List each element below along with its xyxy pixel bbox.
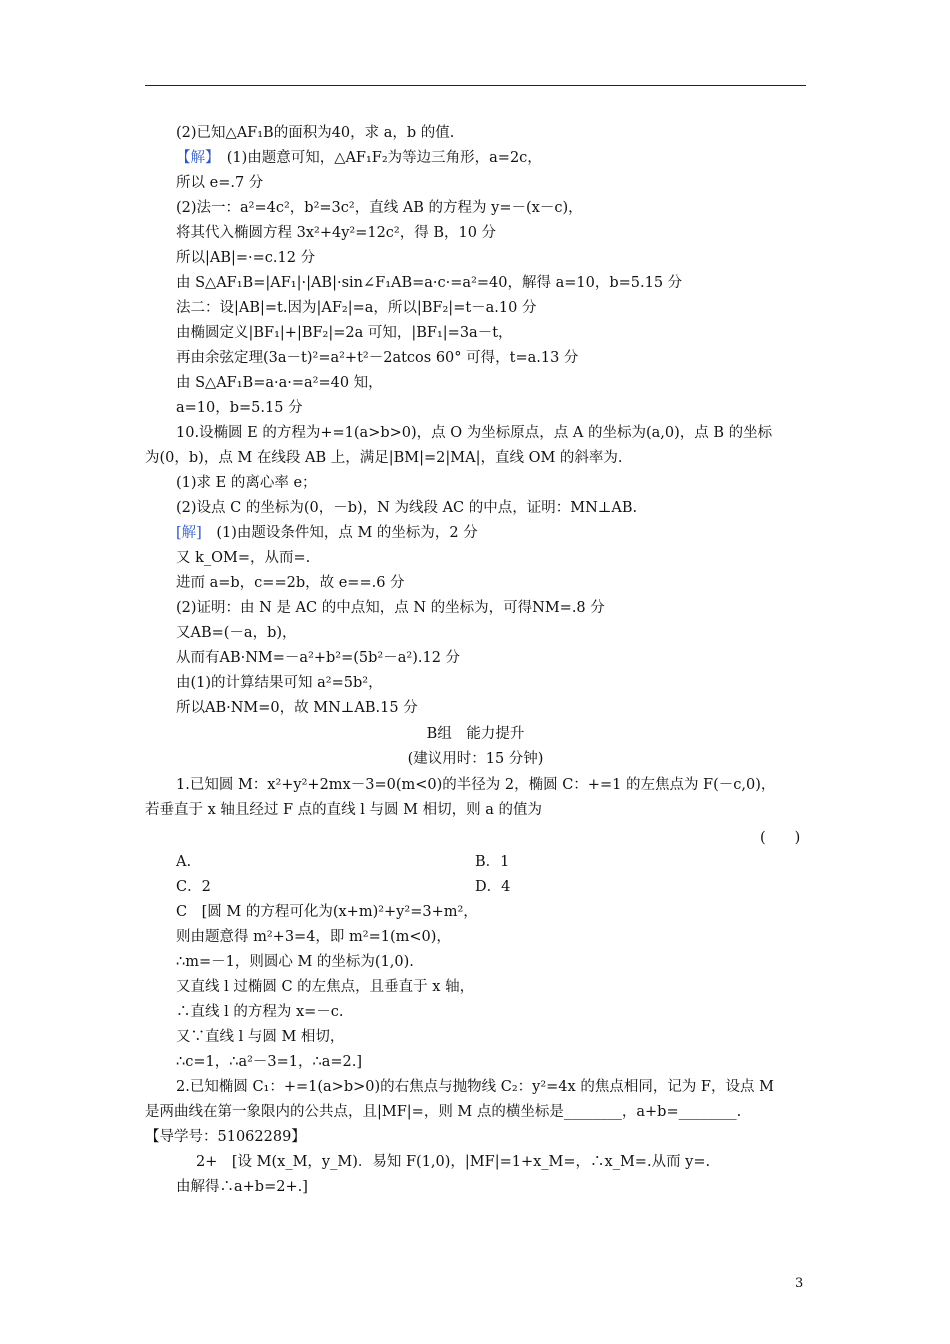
solution-line xyxy=(176,523,478,543)
solution-line: (2)法一：a²=4c²，b²=3c²，直线 AB 的方程为 y=－(x－c)， xyxy=(176,200,583,216)
solution-line: a=10，b=5.15 分 xyxy=(176,400,303,416)
solution-text: (1)由题设条件知，点 M 的坐标为，2 分 xyxy=(216,525,478,541)
section-title: B组 能力提升 xyxy=(426,726,525,742)
solution-line xyxy=(176,902,478,922)
guide-number: 【导学号：51062289】 xyxy=(145,1129,306,1145)
solution-line: ∴c=1，∴a²－3=1，∴a=2.] xyxy=(176,1054,363,1070)
problem-b2-text: 是两曲线在第一象限内的公共点，且|MF|=，则 M 点的横坐标是________，a+b=________. xyxy=(145,1104,742,1120)
solution-line: 从而有AB·NM=－a²+b²=(5b²－a²).12 分 xyxy=(176,650,461,666)
solution-line xyxy=(196,1152,710,1172)
answer-blank-paren: ( ) xyxy=(760,830,801,846)
problem-b1-text: 若垂直于 x 轴且经过 F 点的直线 l 与圆 M 相切，则 a 的值为 xyxy=(145,802,542,818)
solution-line: 由椭圆定义|BF₁|+|BF₂|=2a 可知，|BF₁|=3a－t， xyxy=(176,325,513,341)
solution-line: 又∵直线 l 与圆 M 相切， xyxy=(176,1029,345,1045)
solution-marker: 【解】 xyxy=(176,150,213,166)
solution-line: (2)证明：由 N 是 AC 的中点知，点 N 的坐标为，可得NM=.8 分 xyxy=(176,600,605,616)
section-time: (建议用时：15 分钟) xyxy=(407,751,544,767)
solution-line: 再由余弦定理(3a－t)²=a²+t²－2atcos 60° 可得，t=a.13 分 xyxy=(176,350,579,366)
problem-10-text: 10.设椭圆 E 的方程为+=1(a>b>0)，点 O 为坐标原点，点 A 的坐标为(a,0)，点 B 的坐标 xyxy=(176,425,773,441)
problem-10-text: 为(0，b)，点 M 在线段 AB 上，满足|BM|=2|MA|，直线 OM 的斜率为. xyxy=(145,450,623,466)
solution-line: ∴m=－1，则圆心 M 的坐标为(1,0). xyxy=(176,954,414,970)
solution-line: 所以AB·NM=0，故 MN⊥AB.15 分 xyxy=(176,700,418,716)
solution-line: 又直线 l 过椭圆 C 的左焦点，且垂直于 x 轴， xyxy=(176,979,475,995)
solution-line xyxy=(176,148,542,168)
solution-line: 又 k_OM=，从而=. xyxy=(176,550,311,566)
problem-b2-text: 2.已知椭圆 C₁：+=1(a>b>0)的右焦点与抛物线 C₂：y²=4x 的焦点相同，记为 F，设点 M xyxy=(176,1079,774,1095)
answer-letter: C xyxy=(176,904,188,920)
solution-line: ∴直线 l 的方程为 x=－c. xyxy=(176,1004,344,1020)
problem-9-part2: (2)已知△AF₁B的面积为40，求 a，b 的值. xyxy=(176,125,455,141)
solution-line: 进而 a=b，c==2b，故 e==.6 分 xyxy=(176,575,405,591)
problem-10-part2: (2)设点 C 的坐标为(0，－b)，N 为线段 AC 的中点，证明：MN⊥AB. xyxy=(176,500,638,516)
solution-text: [设 M(x_M，y_M)．易知 F(1,0)，|MF|=1+x_M=，∴x_M=.从而 y=. xyxy=(231,1154,711,1170)
problem-10-part1: (1)求 E 的离心率 e； xyxy=(176,475,317,491)
solution-line: 所以|AB|=·=c.12 分 xyxy=(176,250,316,266)
option-c: C．2 xyxy=(176,879,211,895)
page-number: 3 xyxy=(795,1276,804,1291)
option-b: B．1 xyxy=(475,854,510,870)
answer-value: 2+ xyxy=(196,1154,218,1170)
solution-line: 由 S△AF₁B=|AF₁|·|AB|·sin∠F₁AB=a·c·=a²=40，解得 a=10，b=5.15 分 xyxy=(176,275,683,291)
solution-line: 将其代入椭圆方程 3x²+4y²=12c²，得 B，10 分 xyxy=(176,225,497,241)
option-d: D．4 xyxy=(475,879,511,895)
solution-line: 由解得∴a+b=2+.] xyxy=(176,1179,308,1195)
solution-line: 所以 e=.7 分 xyxy=(176,175,264,191)
solution-line: 由 S△AF₁B=a·a·=a²=40 知， xyxy=(176,375,383,391)
solution-line: 法二：设|AB|=t.因为|AF₂|=a，所以|BF₂|=t－a.10 分 xyxy=(176,300,537,316)
solution-line: 则由题意得 m²+3=4，即 m²=1(m<0)， xyxy=(176,929,451,945)
solution-line: 由(1)的计算结果可知 a²=5b²， xyxy=(176,675,383,691)
solution-line: 又AB=(－a，b)， xyxy=(176,625,297,641)
problem-b1-text: 1.已知圆 M：x²+y²+2mx－3=0(m<0)的半径为 2，椭圆 C：+=1 的左焦点为 F(－c,0)， xyxy=(176,777,776,793)
solution-marker: [解] xyxy=(176,525,202,541)
header-rule xyxy=(145,85,806,86)
solution-text: (1)由题意可知，△AF₁F₂为等边三角形，a=2c， xyxy=(226,150,542,166)
option-a: A. xyxy=(176,854,192,870)
solution-text: [圆 M 的方程可化为(x+m)²+y²=3+m²， xyxy=(201,904,478,920)
